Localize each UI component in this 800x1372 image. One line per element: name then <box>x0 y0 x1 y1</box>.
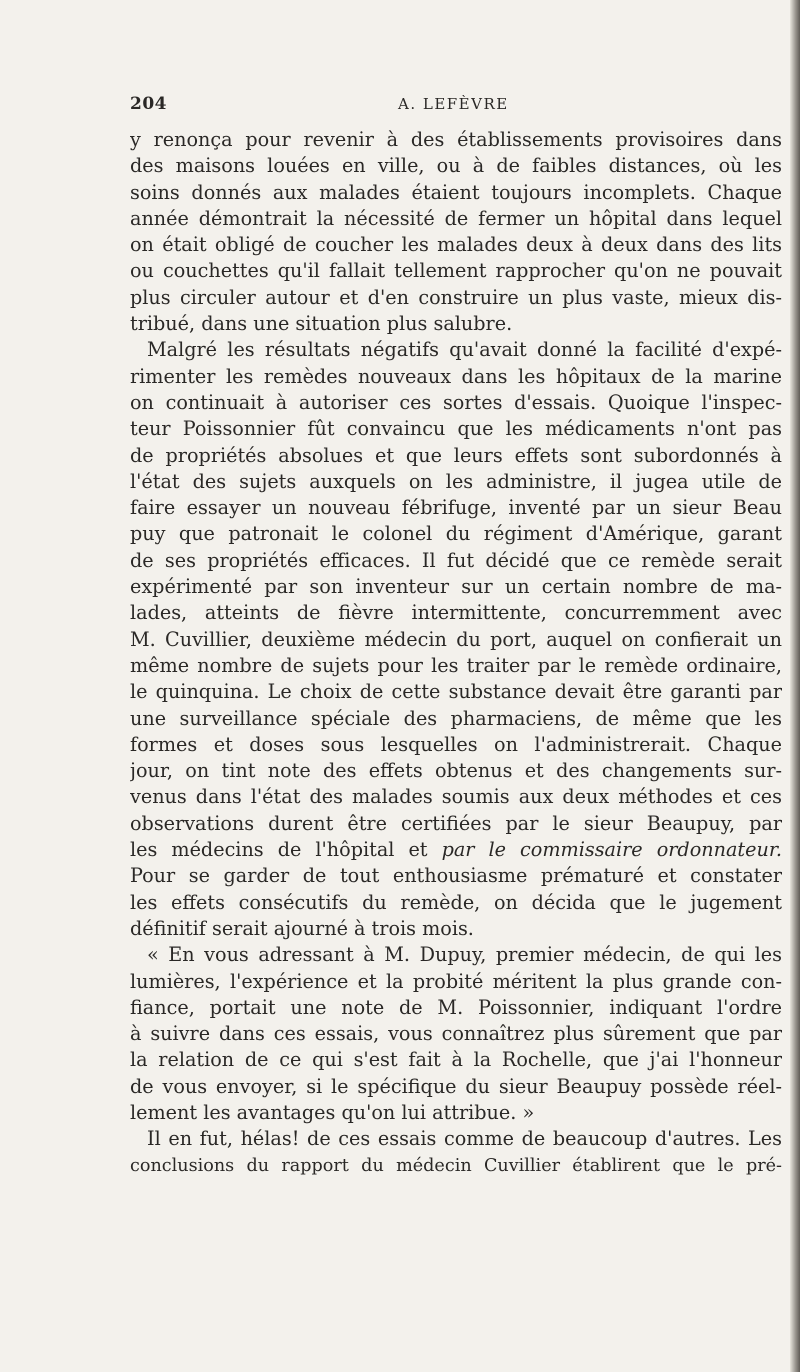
text-line: Pour se garder de tout enthousiasme prématuré et constater <box>130 864 782 888</box>
text-line: des maisons louées en ville, ou à de faibles distances, où les <box>130 154 782 178</box>
text-line: Il en fut, hélas! de ces essais comme de beaucoup d'autres. Les <box>147 1127 782 1151</box>
text-line: la relation de ce qui s'est fait à la Rochelle, que j'ai l'honneur <box>130 1048 782 1072</box>
text-line: teur Poissonnier fût convaincu que les médicaments n'ont pas <box>130 417 782 441</box>
italic-phrase: par le commissaire ordonnateur. <box>441 838 782 862</box>
text-line: de ses propriétés efficaces. Il fut décidé que ce remède serait <box>130 548 782 572</box>
body-text <box>130 127 782 1179</box>
text-line: M. Cuvillier, deuxième médecin du port, auquel on confierait un <box>130 627 782 651</box>
text-line <box>130 837 782 863</box>
text-line: « En vous adressant à M. Dupuy, premier médecin, de qui les <box>147 943 782 967</box>
page-edge-shadow <box>790 0 800 1372</box>
text-line: puy que patronait le colonel du régiment d'Amérique, garant <box>130 522 782 546</box>
text-line: lement les avantages qu'on lui attribue. » <box>130 1100 535 1124</box>
text-line: Malgré les résultats négatifs qu'avait donné la facilité d'expé- <box>147 338 782 362</box>
text-line: les effets consécutifs du remède, on décida que le jugement <box>130 890 782 914</box>
text-line-start: les médecins de l'hôpital et <box>130 838 428 862</box>
page-number: 204 <box>130 94 167 114</box>
text-line: expérimenté par son inventeur sur un certain nombre de ma- <box>130 575 782 599</box>
text-line: venus dans l'état des malades soumis aux deux méthodes et ces <box>130 785 782 809</box>
text-line: on continuait à autoriser ces sortes d'essais. Quoique l'inspec- <box>130 390 782 414</box>
text-line: observations durent être certifiées par le sieur Beaupuy, par <box>130 811 782 835</box>
text-line: soins donnés aux malades étaient toujours incomplets. Chaque <box>130 180 782 204</box>
text-line: le quinquina. Le choix de cette substance devait être garanti par <box>130 680 782 704</box>
text-line: plus circuler autour et d'en construire un plus vaste, mieux dis- <box>130 285 782 309</box>
text-line: lades, atteints de fièvre intermittente, concurremment avec <box>130 601 782 625</box>
running-head: A. LEFÈVRE <box>398 95 509 113</box>
text-line: ou couchettes qu'il fallait tellement rapprocher qu'on ne pouvait <box>130 259 782 283</box>
text-line: formes et doses sous lesquelles on l'administrerait. Chaque <box>130 732 782 756</box>
text-line: fiance, portait une note de M. Poissonnier, indiquant l'ordre <box>130 995 782 1019</box>
text-line: on était obligé de coucher les malades deux à deux dans des lits <box>130 233 782 257</box>
text-line: une surveillance spéciale des pharmaciens, de même que les <box>130 706 782 730</box>
text-line: définitif serait ajourné à trois mois. <box>130 916 474 940</box>
text-line: rimenter les remèdes nouveaux dans les hôpitaux de la marine <box>130 364 782 388</box>
text-line: lumières, l'expérience et la probité méritent la plus grande con- <box>130 969 782 993</box>
text-line: y renonça pour revenir à des établissements provisoires dans <box>130 128 782 151</box>
text-line: jour, on tint note des effets obtenus et des changements sur- <box>130 759 782 783</box>
text-line: année démontrait la nécessité de fermer un hôpital dans lequel <box>130 206 782 230</box>
text-line: de vous envoyer, si le spécifique du sieur Beaupuy possède réel- <box>130 1074 782 1098</box>
text-line: faire essayer un nouveau fébrifuge, inventé par un sieur Beau <box>130 496 782 520</box>
text-line: l'état des sujets auxquels on les administre, il jugea utile de <box>130 469 782 493</box>
text-line: tribué, dans une situation plus salubre. <box>130 312 513 336</box>
text-line: de propriétés absolues et que leurs effets sont subordonnés à <box>130 443 782 467</box>
page-header <box>130 94 780 120</box>
text-line: à suivre dans ces essais, vous connaîtrez plus sûrement que par <box>130 1022 782 1046</box>
text-line: même nombre de sujets pour les traiter par le remède ordinaire, <box>130 653 782 677</box>
text-line: conclusions du rapport du médecin Cuvillier établirent que le pré- <box>130 1155 782 1176</box>
